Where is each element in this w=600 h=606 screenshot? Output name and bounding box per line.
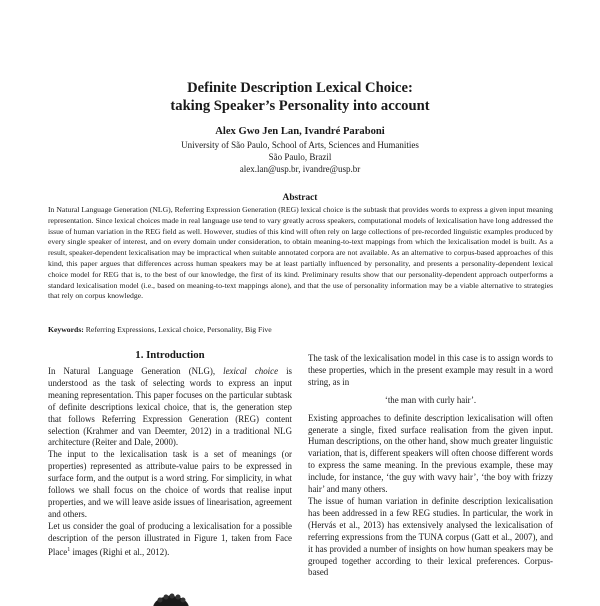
section-heading-introduction: 1. Introduction (135, 349, 205, 361)
affiliation-city: São Paulo, Brazil (268, 152, 332, 162)
abstract-text: In Natural Language Generation (NLG), Referring Expression Generation (REG) lexical choice is the subtask that provides words to express a given input meaning representation. Since lexical choices made in real language use tend to vary greatly across speakers, computational models of lexicalisation have long addressed the issue of human variation in the REG field as well. However, studies of this kind will often rely on large collections of pre-recorded linguistic examples produced by every single speaker of interest, and on every domain under consideration, to obtain meaning-to-text mappings from which the lexicalisation model is built. As a result, speaker-dependent lexicalisation may be impractical when suitable annotated corpora are not available. As an alternative to corpus-based approaches of this kind, this paper argues that differences across human speakers may be at least partially influenced by personality, and presents a personality-dependent lexical choice model for REG that is, to the best of our knowledge, the first of its kind. Preliminary results show that our personality-dependent approach outperforms a standard lexicalisation model (i.e., based on meaning-to-text mappings alone), and that the use of personality information may be a viable alternative to strategies that rely on corpus knowledge. (48, 205, 553, 301)
intro-p1-text-a: In Natural Language Generation (NLG), (48, 366, 224, 376)
example-quote: ‘the man with curly hair’. (384, 394, 477, 405)
title-line-2: taking Speaker’s Personality into account (170, 98, 430, 114)
author-emails: alex.lan@usp.br, ivandre@usp.br (239, 164, 361, 174)
right-paragraph-2: Existing approaches to definite description lexicalisation will often generate a single, fixed surface realisation from the given input. Human descriptions, on the other hand, show much greater linguistic variation, that is, different speakers will often choose different words to express the same meaning. In the previous example, these may include, for instance, ‘the guy with wavy hair’, ‘the boy with frizzy hair’ and many others. (308, 412, 553, 495)
paper-title (0, 79, 600, 115)
right-paragraph-1: The task of the lexicalisation model in this case is to assign words to these properties, which in the present example may result in a word string, as in (308, 353, 553, 387)
intro-p1-italic: lexical choice (223, 366, 279, 376)
right-paragraph-3: The issue of human variation in definite description lexicalisation has been addressed in a few REG studies. In particular, the work in (Hervás et al., 2013) has extensively analysed the lexicalisation of referring expressions from the TUNA corpus (Gatt et al., 2007), and it has provided a number of insights on how human speakers may be grouped together according to their lexical preferences. Corpus-based (308, 495, 553, 578)
intro-p3-text-b: images (Righi et al., 2012). (70, 546, 170, 557)
intro-paragraph-1 (48, 366, 292, 449)
keywords-text: Referring Expressions, Lexical choice, Personality, Big Five (83, 325, 272, 334)
figure-1-face-image (136, 586, 206, 606)
intro-p1-text-b: is understood as the task of selecting words to express an input meaning representation. This paper focuses on the particular subtask of definite descriptions lexical choice, that is, the generation step that follows Referring Expression Generation (REG) content selection (Krahmer and van Deemter, 2012) in a traditional NLG architecture (Reiter and Dale, 2000). (48, 366, 293, 448)
abstract-heading: Abstract (282, 193, 318, 203)
intro-paragraph-2: The input to the lexicalisation task is a set of meanings (or properties) represented as attribute-value pairs to be expressed in surface form, and the output is a word string. For simplicity, in what follows we shall focus on the choice of words that realise input properties, and we will leave aside issues of linearisation, agreement and others. (48, 449, 292, 519)
keywords-label: Keywords: (48, 325, 84, 334)
title-line-1: Definite Description Lexical Choice: (187, 80, 413, 96)
intro-p3-text-a: Let us consider the goal of producing a lexicalisation for a possible description of the person illustrated in Figure 1, taken from Face Place (48, 520, 292, 557)
affiliation-block (0, 139, 600, 175)
right-column (308, 353, 553, 579)
author-names: Alex Gwo Jen Lan, Ivandré Paraboni (215, 126, 385, 137)
face-photo-icon (136, 586, 206, 606)
keywords-line (48, 325, 553, 335)
affiliation-university: University of São Paulo, School of Arts, Sciences and Humanities (181, 140, 419, 150)
intro-paragraph-3 (48, 521, 292, 559)
left-column (48, 366, 292, 558)
footnote-marker: 1 (67, 546, 71, 553)
